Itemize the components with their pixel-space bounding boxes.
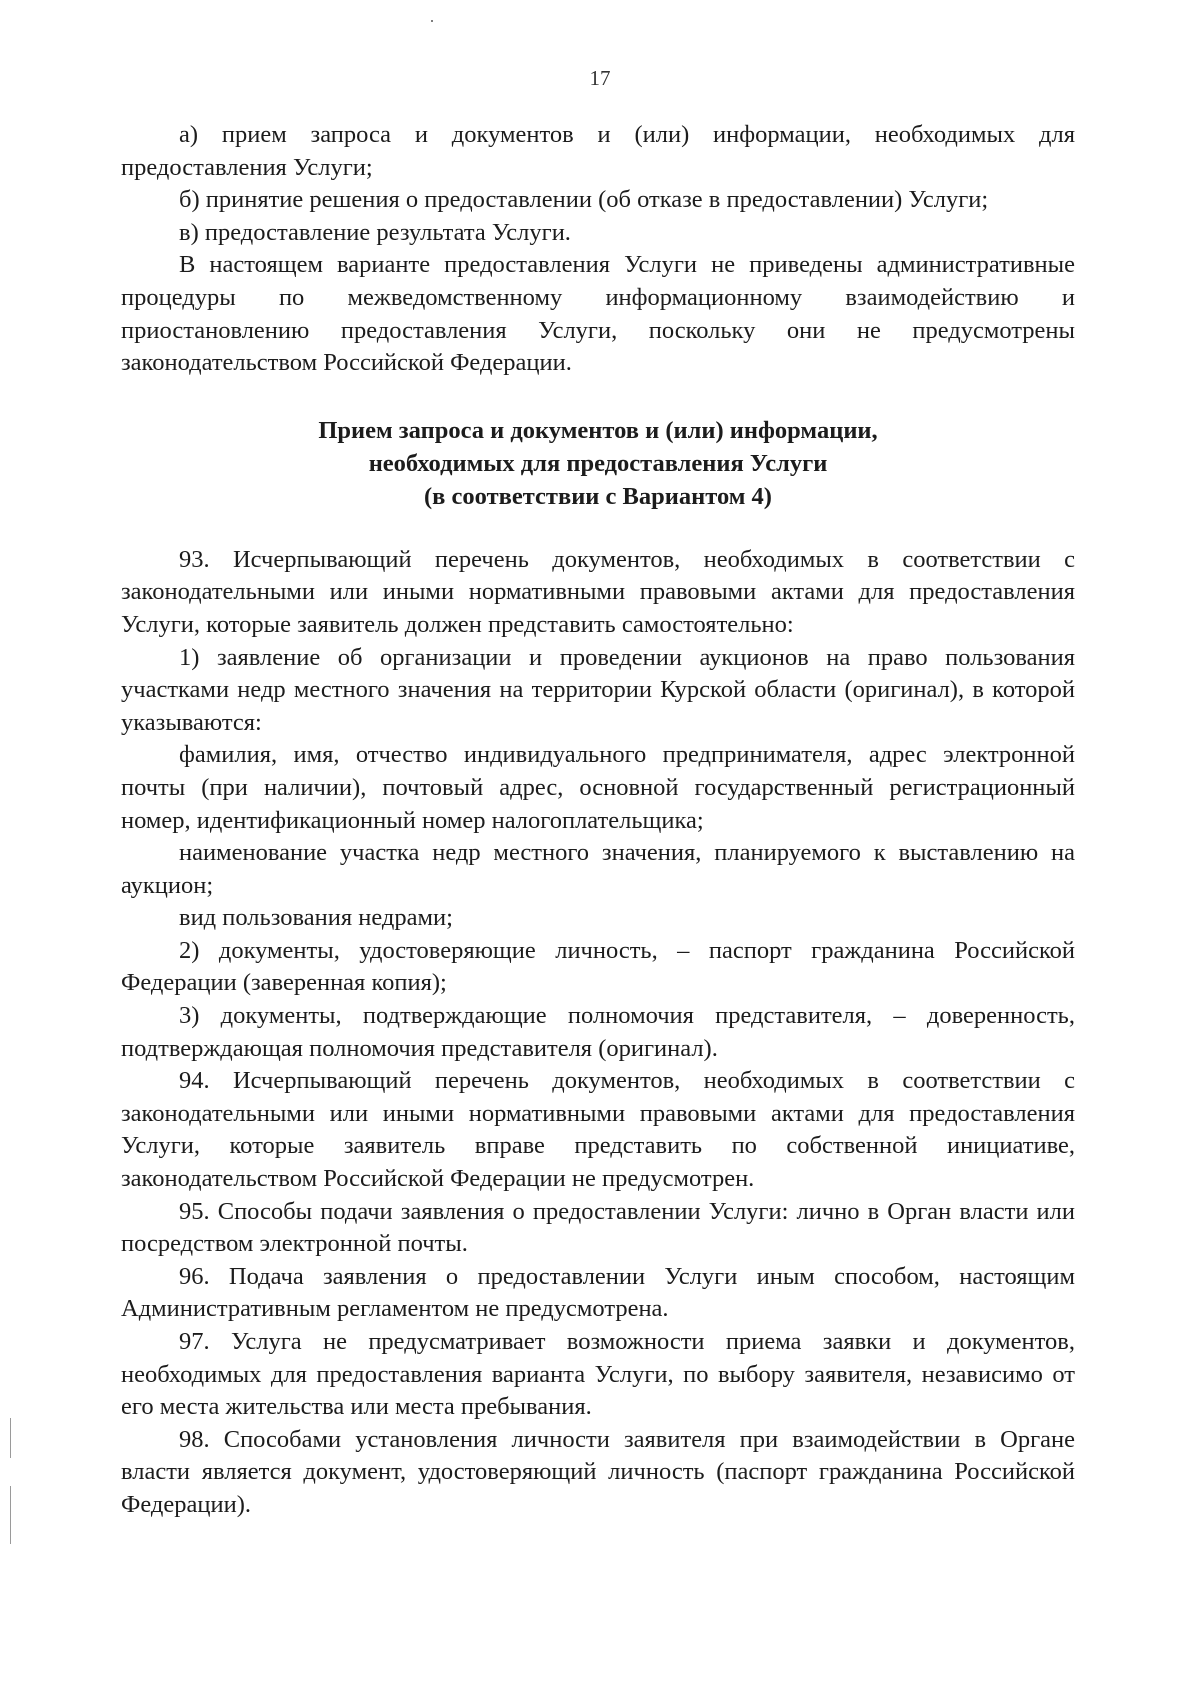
scan-speck	[431, 20, 433, 22]
paragraph-96: 96. Подача заявления о предоставлении Услуги иным способом, настоящим Административным регламентом не предусмотрена.	[121, 1262, 1075, 1323]
page-number: 17	[589, 66, 611, 90]
document-body	[121, 119, 1075, 1522]
scan-margin-mark	[10, 1486, 11, 1544]
paragraph-93-3: 3) документы, подтверждающие полномочия представителя, – доверенность, подтверждающая полномочия представителя (оригинал).	[121, 1002, 1075, 1062]
paragraph-93-1: 1) заявление об организации и проведении аукционов на право пользования участками недр местного значения на территории Курской области (оригинал), в которой указываются:	[121, 643, 1075, 736]
paragraph-93-1-use: вид пользования недрами;	[179, 904, 453, 932]
scan-margin-mark	[10, 1418, 11, 1458]
paragraph-94: 94. Исчерпывающий перечень документов, необходимых в соответствии с законодательными или иными нормативными правовыми актами для предоставления Услуги, которые заявитель вправе представить по собственной инициативе, законодательством Российской Федерации не предусмотрен.	[121, 1067, 1075, 1193]
heading-line: (в соответствии с Вариантом 4)	[424, 482, 772, 510]
heading-line: Прием запроса и документов и (или) информации,	[318, 416, 878, 444]
paragraph-95: 95. Способы подачи заявления о предоставлении Услуги: лично в Орган власти или посредством электронной почты.	[121, 1197, 1075, 1258]
section-heading	[121, 414, 1075, 513]
paragraph-93: 93. Исчерпывающий перечень документов, необходимых в соответствии с законодательными или иными нормативными правовыми актами для предоставления Услуги, которые заявитель должен представить самостоятельно:	[121, 545, 1075, 638]
paragraph-item-a: а) прием запроса и документов и (или) информации, необходимых для предоставления Услуги;	[121, 121, 1075, 181]
paragraph-note: В настоящем варианте предоставления Услуги не приведены административные процедуры по межведомственному информационному взаимодействию и приостановлению предоставления Услуги, поскольку они не предусмотрены законодательством Российской Федерации.	[121, 251, 1075, 377]
paragraph-item-b: б) принятие решения о предоставлении (об отказе в предоставлении) Услуги;	[179, 186, 989, 214]
paragraph-93-1-fio: фамилия, имя, отчество индивидуального предпринимателя, адрес электронной почты (при наличии), почтовый адрес, основной государственный регистрационный номер, идентификационный номер налогоплательщика;	[121, 741, 1075, 834]
paragraph-93-1-site: наименование участка недр местного значения, планируемого к выставлению на аукцион;	[121, 839, 1075, 899]
paragraph-93-2: 2) документы, удостоверяющие личность, – паспорт гражданина Российской Федерации (заверенная копия);	[121, 936, 1075, 997]
heading-line: необходимых для предоставления Услуги	[368, 449, 828, 477]
paragraph-98: 98. Способами установления личности заявителя при взаимодействии в Органе власти является документ, удостоверяющий личность (паспорт гражданина Российской Федерации).	[121, 1425, 1075, 1518]
paragraph-item-v: в) предоставление результата Услуги.	[179, 218, 571, 246]
paragraph-97: 97. Услуга не предусматривает возможности приема заявки и документов, необходимых для предоставления варианта Услуги, по выбору заявителя, независимо от его места жительства или места пребывания.	[121, 1328, 1075, 1421]
